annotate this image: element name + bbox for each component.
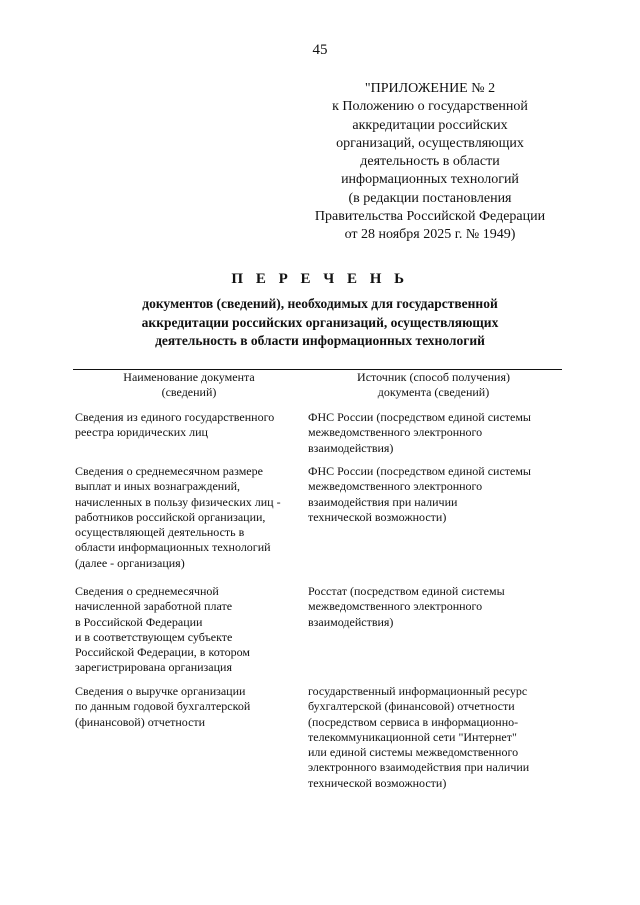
subheading-line: деятельность в области информационных технологий [155, 333, 485, 348]
appendix-line: Правительства Российской Федерации [314, 209, 546, 225]
appendix-line: (в редакции постановления [348, 190, 512, 206]
cell-line: и в соответствующем субъекте [75, 629, 233, 644]
cell-line: по данным годовой бухгалтерской [75, 699, 251, 714]
column-header-document [73, 370, 305, 400]
cell-line: (финансовой) отчетности [75, 714, 206, 729]
subheading-line: документов (сведений), необходимых для государственной [142, 296, 498, 311]
cell-line: взаимодействия) [308, 614, 394, 629]
appendix-line: деятельность в области [360, 154, 500, 170]
cell-line: технической возможности) [308, 509, 447, 524]
cell-line: Российской Федерации, в котором [75, 645, 250, 660]
document-heading: П Е Р Е Ч Е Н Ь [231, 271, 409, 287]
cell-line: Сведения о выручке организации [75, 684, 246, 698]
cell-line: реестра юридических лиц [75, 425, 208, 440]
column-header-line: Источник (способ получения) [357, 370, 510, 384]
cell-line: Сведения из единого государственного [75, 410, 275, 424]
cell-line: (посредством сервиса в информационно- [308, 714, 519, 729]
page-number: 45 [312, 42, 328, 58]
source-cell [308, 584, 558, 630]
cell-line: взаимодействия при наличии [308, 494, 458, 509]
column-header-line: документа (сведений) [377, 385, 490, 399]
appendix-line: к Положению о государственной [332, 99, 528, 115]
cell-line: начисленной заработной плате [75, 599, 233, 614]
cell-line: межведомственного электронного [308, 479, 483, 494]
appendix-line: "ПРИЛОЖЕНИЕ № 2 [364, 81, 496, 96]
cell-line: Росстат (посредством единой системы [308, 584, 505, 598]
cell-line: области информационных технологий [75, 540, 271, 555]
cell-line: бухгалтерской (финансовой) отчетности [308, 699, 515, 714]
document-subheading [0, 295, 640, 351]
cell-line: Сведения о среднемесячном размере [75, 464, 263, 478]
cell-line: межведомственного электронного [308, 425, 483, 440]
appendix-line: информационных технологий [341, 172, 519, 188]
cell-line: технической возможности) [308, 775, 447, 790]
cell-line: зарегистрирована организация [75, 660, 232, 675]
cell-line: межведомственного электронного [308, 599, 483, 614]
column-header-source [305, 370, 562, 400]
cell-line: Сведения о среднемесячной [75, 584, 219, 598]
cell-line: в Российской Федерации [75, 614, 203, 629]
cell-line: ФНС России (посредством единой системы [308, 410, 531, 424]
cell-line: государственный информационный ресурс [308, 684, 528, 698]
appendix-line: аккредитации российских [352, 117, 508, 133]
cell-line: электронного взаимодействия при наличии [308, 760, 530, 775]
cell-line: выплат и иных вознаграждений, [75, 479, 241, 494]
document-cell [75, 684, 297, 730]
source-cell [308, 410, 558, 456]
appendix-header [300, 80, 560, 245]
source-cell [308, 684, 558, 791]
cell-line: начисленных в пользу физических лиц - [75, 494, 281, 509]
cell-line: (далее - организация) [75, 555, 185, 570]
source-cell [308, 464, 558, 525]
appendix-line: от 28 ноября 2025 г. № 1949) [344, 227, 516, 243]
cell-line: взаимодействия) [308, 440, 394, 455]
document-cell [75, 410, 297, 441]
cell-line: или единой системы межведомственного [308, 745, 519, 760]
subheading-line: аккредитации российских организаций, осуществляющих [141, 314, 499, 330]
document-cell [75, 584, 297, 676]
cell-line: ФНС России (посредством единой системы [308, 464, 531, 478]
cell-line: осуществляющей деятельность в [75, 525, 245, 540]
column-header-line: (сведений) [161, 385, 217, 399]
cell-line: работников российской организации, [75, 509, 266, 524]
document-cell [75, 464, 297, 571]
cell-line: телекоммуникационной сети "Интернет" [308, 729, 517, 744]
appendix-line: организаций, осуществляющих [336, 135, 524, 151]
column-header-line: Наименование документа [123, 370, 255, 384]
